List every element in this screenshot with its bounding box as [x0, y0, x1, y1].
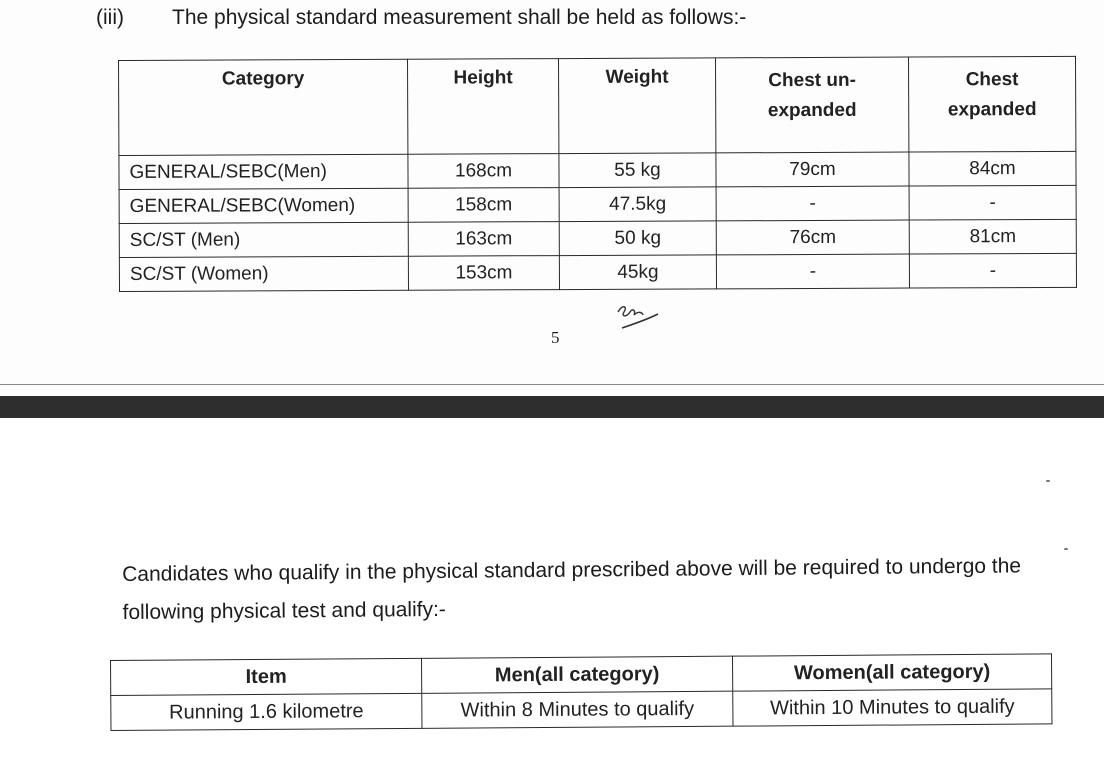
header-chest-unexpanded	[715, 57, 908, 153]
page-number: 5	[551, 328, 560, 347]
cell-weight: 47.5kg	[559, 187, 716, 222]
cell-category: GENERAL/SEBC(Men)	[119, 154, 408, 189]
header-category: Category	[119, 59, 408, 155]
clause-heading	[96, 6, 746, 30]
cell-chest-unexpanded: -	[716, 254, 909, 289]
cell-category: SC/ST (Men)	[119, 222, 408, 257]
cell-chest-expanded: -	[909, 253, 1076, 288]
table-row	[119, 185, 1076, 223]
handwritten-signature	[612, 298, 664, 334]
header-chest-expanded-line1: Chest	[965, 69, 1019, 91]
cell-chest-unexpanded: 79cm	[716, 152, 909, 187]
cell-height: 163cm	[408, 222, 559, 257]
page-gap-bar	[0, 396, 1104, 418]
cell-chest-unexpanded: 76cm	[716, 220, 909, 255]
cell-men: Within 8 Minutes to qualify	[422, 691, 733, 728]
table-row	[111, 689, 1052, 731]
cell-item: Running 1.6 kilometre	[111, 693, 422, 730]
cell-chest-expanded: 81cm	[909, 219, 1076, 254]
cell-height: 153cm	[408, 256, 559, 291]
physical-standards-table	[118, 56, 1077, 292]
cell-category: GENERAL/SEBC(Women)	[119, 188, 408, 223]
cell-height: 158cm	[408, 188, 559, 223]
cell-weight: 50 kg	[559, 221, 716, 256]
header-men: Men(all category)	[421, 656, 732, 693]
header-women: Women(all category)	[732, 654, 1051, 691]
cell-chest-unexpanded: -	[716, 186, 909, 221]
header-item: Item	[111, 658, 422, 695]
cell-chest-expanded: 84cm	[909, 151, 1076, 186]
page-edge-line	[0, 384, 1104, 385]
table-header-row	[119, 56, 1076, 155]
cell-chest-expanded: -	[909, 185, 1076, 220]
instruction-paragraph: Candidates who qualify in the physical standard prescribed above will be required to undergo the following physical test and qualify:-	[122, 554, 1022, 624]
table-row	[119, 151, 1076, 189]
scan-speck	[1064, 548, 1068, 550]
header-height: Height	[407, 59, 558, 155]
header-chest-unexpanded-line1: Chest un-	[768, 69, 856, 92]
physical-test-table	[110, 653, 1052, 731]
table-row	[119, 219, 1076, 257]
header-weight: Weight	[558, 58, 715, 154]
header-chest-expanded-line2: expanded	[947, 98, 1037, 121]
cell-women: Within 10 Minutes to qualify	[733, 689, 1052, 726]
cell-weight: 55 kg	[559, 153, 716, 188]
table-row	[119, 253, 1076, 291]
header-chest-expanded	[908, 56, 1075, 152]
cell-weight: 45kg	[559, 255, 716, 290]
scan-speck	[1046, 480, 1050, 482]
clause-number: (iii)	[96, 6, 124, 29]
cell-height: 168cm	[408, 154, 559, 189]
header-chest-unexpanded-line2: expanded	[767, 99, 857, 122]
cell-category: SC/ST (Women)	[119, 256, 408, 291]
clause-text: The physical standard measurement shall be held as follows:-	[172, 6, 747, 29]
